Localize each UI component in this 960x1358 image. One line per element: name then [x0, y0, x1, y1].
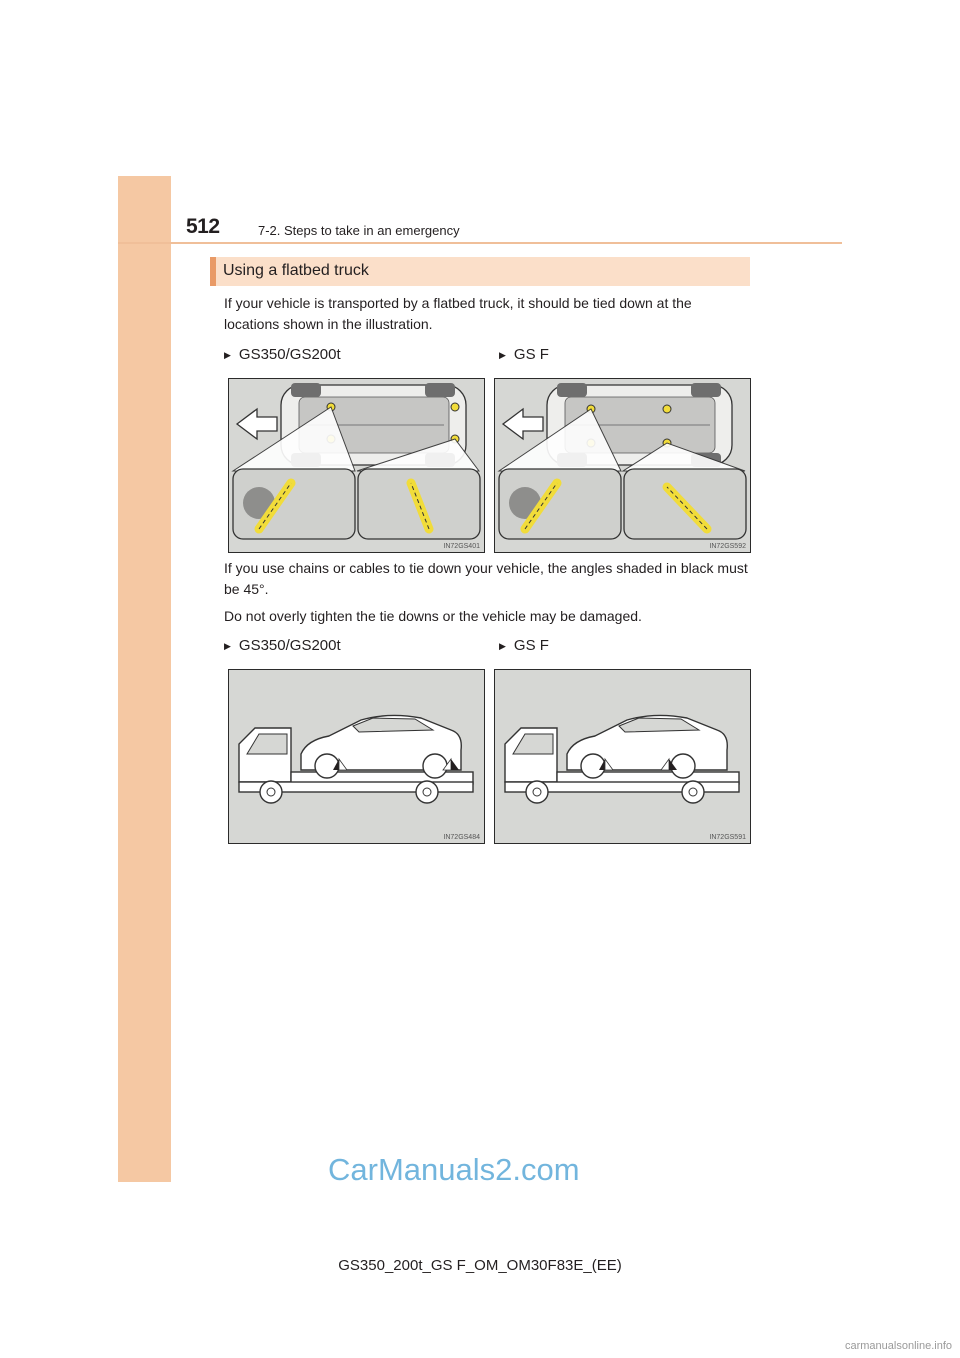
triangle-bullet-icon: ▶	[224, 641, 231, 651]
section-breadcrumb: 7-2. Steps to take in an emergency	[258, 223, 460, 238]
variant-text: GS F	[513, 346, 549, 363]
header-rule	[118, 242, 842, 244]
chapter-side-band	[118, 176, 171, 1182]
triangle-bullet-icon: ▶	[224, 350, 231, 360]
underbody-illustration-icon	[495, 379, 750, 552]
variant-text: GS350/GS200t	[238, 346, 341, 363]
triangle-bullet-icon: ▶	[499, 350, 506, 360]
angle-note-paragraph: If you use chains or cables to tie down your vehicle, the angles shaded in black must be 45°.	[224, 560, 748, 597]
figure-code: IN72GS484	[443, 834, 480, 841]
figure-underbody-gs350	[228, 378, 485, 553]
intro-paragraph: If your vehicle is transported by a flatbed truck, it should be tied down at the locations shown in the illustration.	[224, 295, 692, 332]
brand-watermark: CarManuals2.com	[328, 1152, 580, 1187]
triangle-bullet-icon: ▶	[499, 641, 506, 651]
flatbed-truck-icon	[229, 670, 484, 843]
page-number: 512	[186, 215, 220, 238]
figure-flatbed-gs350	[228, 669, 485, 844]
variant-label-gsf-bottom	[499, 637, 549, 654]
section-heading	[210, 257, 750, 286]
section-heading-title: Using a flatbed truck	[223, 262, 369, 279]
variant-label-gsf-top	[499, 346, 549, 363]
variant-label-gs350-top	[224, 346, 341, 363]
figure-flatbed-gsf	[494, 669, 751, 844]
figure-code: IN72GS401	[443, 543, 480, 550]
figure-code: IN72GS592	[709, 543, 746, 550]
section-heading-accent	[210, 257, 216, 286]
warning-paragraph: Do not overly tighten the tie downs or the vehicle may be damaged.	[224, 608, 642, 624]
variant-label-gs350-bottom	[224, 637, 341, 654]
variant-text: GS350/GS200t	[238, 637, 341, 654]
figure-code: IN72GS591	[709, 834, 746, 841]
figure-underbody-gsf	[494, 378, 751, 553]
underbody-illustration-icon	[229, 379, 484, 552]
variant-text: GS F	[513, 637, 549, 654]
site-watermark: carmanualsonline.info	[844, 1340, 952, 1352]
flatbed-truck-icon	[495, 670, 750, 843]
document-code-footer: GS350_200t_GS F_OM_OM30F83E_(EE)	[338, 1257, 622, 1274]
